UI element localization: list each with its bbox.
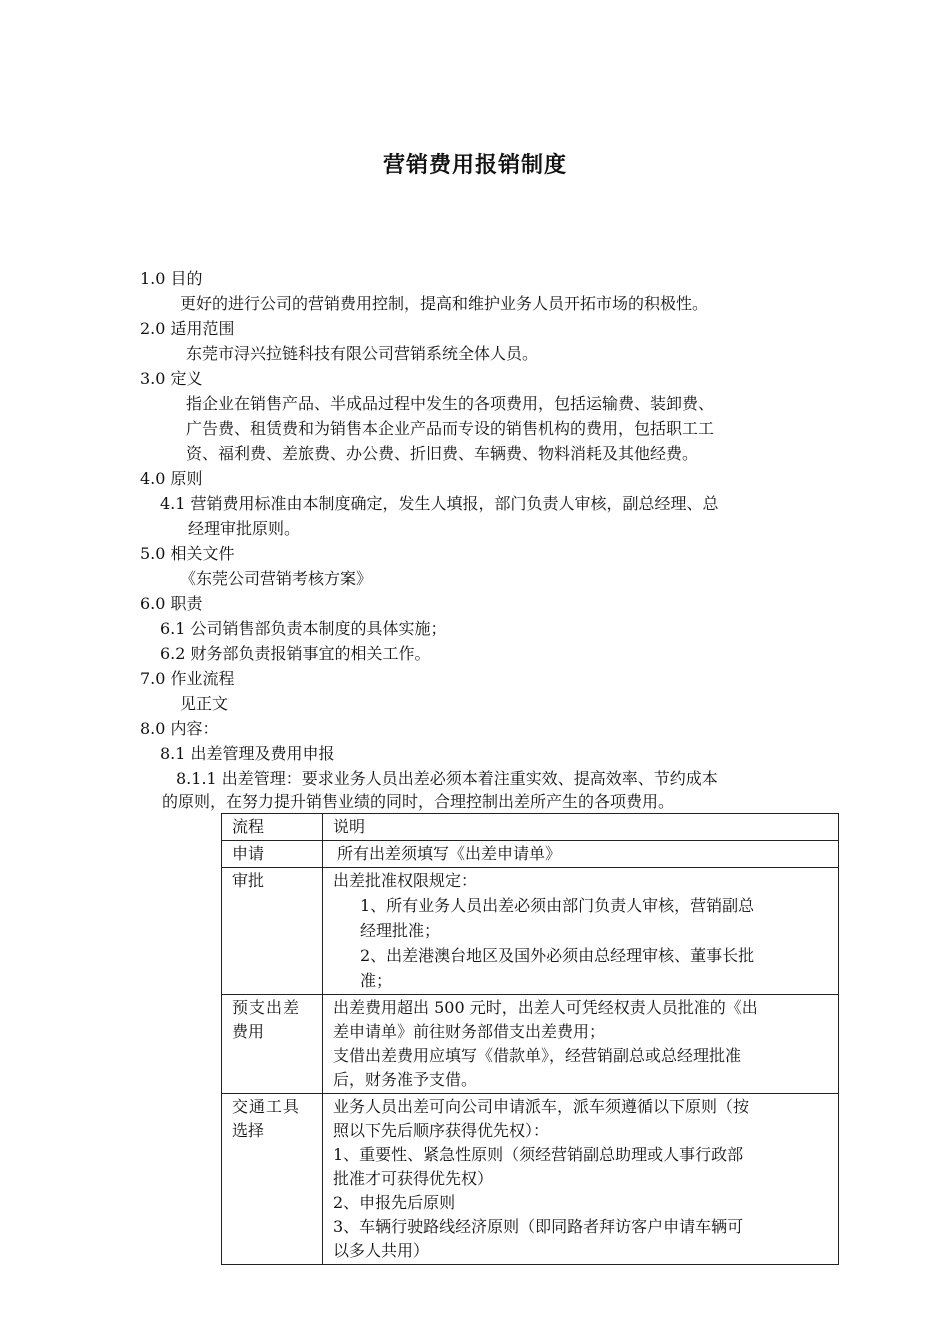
section-3-line: 指企业在销售产品、半成品过程中发生的各项费用，包括运输费、装卸费、 [186,394,715,413]
row-step: 申请 [222,841,323,868]
row-step [222,995,323,1094]
desc-line: 批准才可获得优先权） [333,1169,494,1188]
desc-line: 出差费用超出 500 元时，出差人可凭经权责人员批准的《出 [333,998,758,1017]
section-7-heading: 7.0 作业流程 [140,669,235,688]
row-desc [323,841,839,868]
section-5-heading: 5.0 相关文件 [140,544,235,563]
desc-line: 1、所有业务人员出差必须由部门负责人审核，营销副总 [360,896,755,915]
document-title: 营销费用报销制度 [382,153,567,178]
step-line: 预支出差 [232,998,301,1017]
section-6-item: 6.1 公司销售部负责本制度的具体实施； [160,619,447,638]
section-3-line: 广告费、租赁费和为销售本企业产品而专设的销售机构的费用，包括职工工 [186,419,715,438]
section-3-line: 资、福利费、差旅费、办公费、折旧费、车辆费、物料消耗及其他经费。 [186,444,699,463]
section-4-heading: 4.0 原则 [140,469,203,488]
section-8-1-1-line: 8.1.1 出差管理：要求业务人员出差必须本着注重实效、提高效率、节约成本 [176,769,718,788]
desc-line: 出差批准权限规定： [333,871,478,890]
table-row [222,995,839,1094]
table-row [222,841,839,868]
section-3-heading: 3.0 定义 [140,369,203,388]
section-2-heading: 2.0 适用范围 [140,319,235,338]
table-header-row [222,814,839,841]
desc-line: 1、重要性、紧急性原则（须经营销副总助理或人事行政部 [333,1145,744,1164]
section-8-1-heading: 8.1 出差管理及费用申报 [160,744,335,763]
desc-line: 以多人共用） [333,1241,430,1260]
row-desc [323,1094,839,1265]
table-row [222,1094,839,1265]
section-1-heading: 1.0 目的 [140,269,203,288]
desc-line: 业务人员出差可向公司申请派车，派车须遵循以下原则（按 [333,1097,750,1116]
step-line: 选择 [232,1121,265,1140]
desc-line: 2、出差港澳台地区及国外必须由总经理审核、董事长批 [360,946,755,965]
section-8-1-1-line: 的原则，在努力提升销售业绩的同时，合理控制出差所产生的各项费用。 [162,792,675,811]
header-flow: 流程 [222,814,323,841]
desc-line: 照以下先后顺序获得优先权）： [333,1121,550,1140]
section-8-heading: 8.0 内容： [140,719,219,738]
section-6-heading: 6.0 职责 [140,594,203,613]
desc-line: 3、车辆行驶路线经济原则（即同路者拜访客户申请车辆可 [333,1217,744,1236]
section-7-body: 见正文 [180,694,229,713]
row-step: 审批 [222,868,323,995]
row-desc [323,868,839,995]
travel-process-table [221,813,839,1265]
section-4-line: 4.1 营销费用标准由本制度确定，发生人填报，部门负责人审核，副总经理、总 [160,494,719,513]
row-step [222,1094,323,1265]
desc-line: 所有出差须填写《出差申请单》 [337,844,562,863]
section-5-body: 《东莞公司营销考核方案》 [180,569,373,588]
desc-line: 后，财务准予支借。 [333,1070,478,1089]
section-2-body: 东莞市浔兴拉链科技有限公司营销系统全体人员。 [186,344,539,363]
desc-line: 差申请单》前往财务部借支出差费用； [333,1022,606,1041]
desc-line: 2、申报先后原则 [333,1193,456,1212]
section-6-item: 6.2 财务部负责报销事宜的相关工作。 [160,644,431,663]
desc-line: 支借出差费用应填写《借款单》，经营销副总或总经理批准 [333,1046,742,1065]
desc-line: 经理批准； [360,921,441,940]
table-row [222,868,839,995]
desc-line: 准； [360,971,393,990]
step-line: 交通工具 [232,1097,301,1116]
section-1-body: 更好的进行公司的营销费用控制，提高和维护业务人员开拓市场的积极性。 [180,294,709,313]
header-description: 说明 [323,814,839,841]
section-4-line: 经理审批原则。 [188,519,301,538]
step-line: 费用 [232,1022,265,1041]
row-desc [323,995,839,1094]
